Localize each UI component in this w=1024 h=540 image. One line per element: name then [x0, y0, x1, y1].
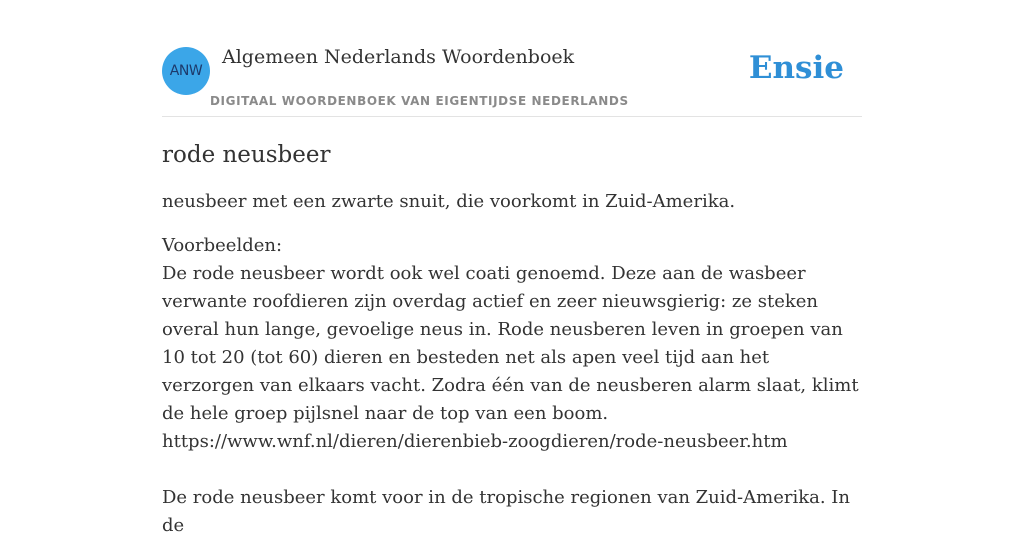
- example-text: De rode neusbeer wordt ook wel coati genoemd. Deze aan de wasbeer verwante roofdieren zijn overdag actief en zeer nieuwsgierig: ze steken overal hun lange, gevoelige neus in. Rode neusberen leven in groepen van 10 tot 20 (tot 60) dieren en besteden net als apen veel tijd aan het verzorgen van elkaars vacht. Zodra één van de neusberen alarm slaat, klimt de hele groep pijlsnel naar de top van een boom.: [162, 263, 859, 424]
- site-header: [162, 40, 862, 117]
- entry-content: [162, 140, 862, 540]
- examples-label: Voorbeelden:: [162, 235, 283, 256]
- entry-definition: neusbeer met een zwarte snuit, die voorkomt in Zuid-Amerika.: [162, 191, 736, 212]
- example-source-link[interactable]: https://www.wnf.nl/dieren/dierenbieb-zoogdieren/rode-neusbeer.htm: [162, 431, 788, 452]
- spacer: [162, 456, 862, 484]
- anw-logo[interactable]: ANW: [162, 47, 210, 95]
- site-title[interactable]: Algemeen Nederlands Woordenboek: [222, 46, 575, 68]
- entry-title: rode neusbeer: [162, 142, 331, 168]
- examples-section: [162, 232, 862, 540]
- site-subtitle: DIGITAAL WOORDENBOEK VAN EIGENTIJDSE NEDERLANDS: [210, 94, 629, 108]
- ensie-logo-link[interactable]: Ensie: [748, 50, 844, 86]
- example-text-2: De rode neusbeer komt voor in de tropische regionen van Zuid-Amerika. In de: [162, 487, 850, 536]
